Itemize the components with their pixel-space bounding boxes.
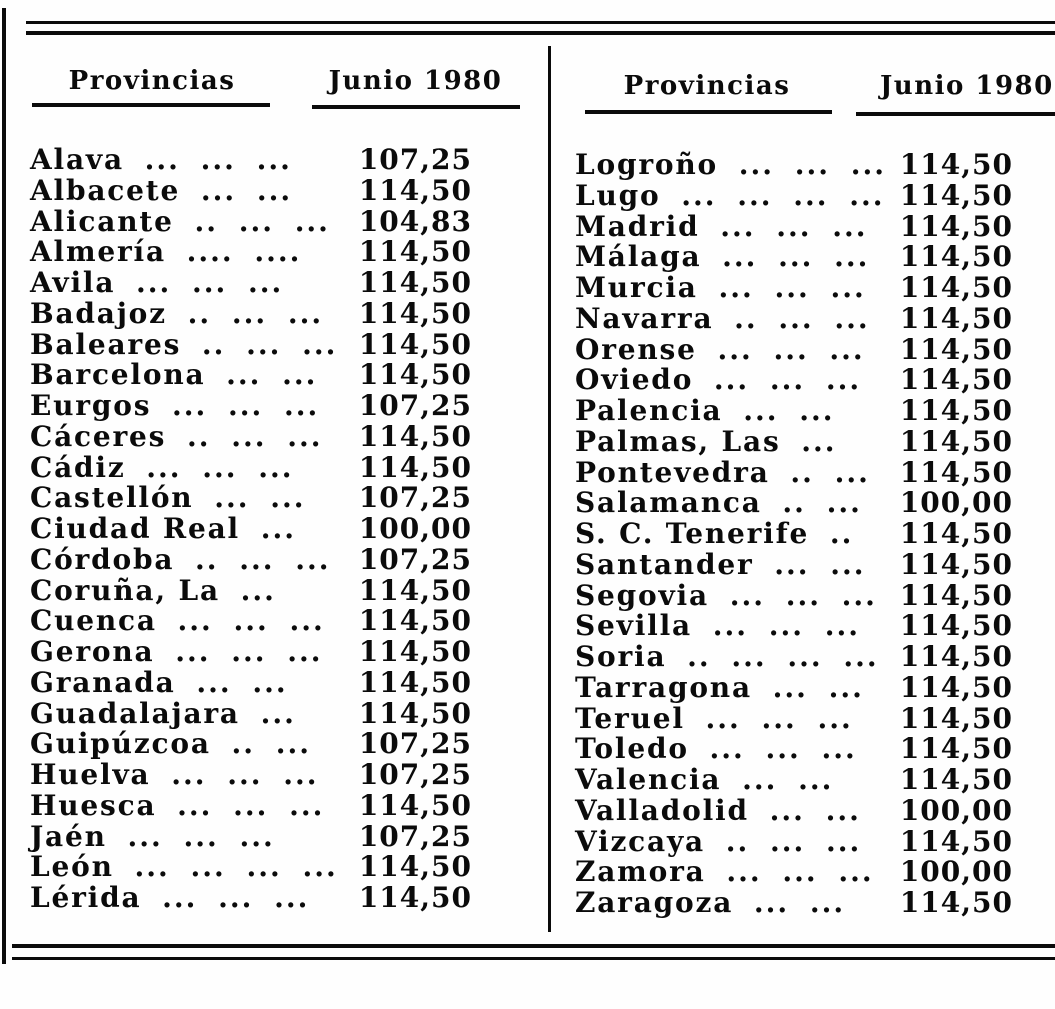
index-value: 114,50 bbox=[358, 327, 472, 361]
province-name: Palencia bbox=[575, 394, 723, 427]
index-value: 114,50 bbox=[899, 886, 1013, 919]
dot-leader: ... ... bbox=[205, 358, 318, 392]
dot-leader: ... ... bbox=[722, 394, 835, 427]
dot-leader: ... ... bbox=[751, 670, 864, 704]
province-name: Zamora bbox=[575, 855, 706, 889]
dot-leader: ... bbox=[240, 512, 296, 545]
province-name: Gerona bbox=[30, 635, 155, 668]
province-name: Jaén bbox=[30, 819, 107, 853]
dot-leader: .. ... ... bbox=[173, 204, 330, 238]
index-value: 114,50 bbox=[899, 424, 1013, 458]
left-provinces-underline bbox=[32, 103, 270, 107]
index-value: 114,50 bbox=[899, 824, 1013, 858]
index-value: 114,50 bbox=[899, 178, 1013, 212]
province-name: Vizcaya bbox=[575, 824, 705, 858]
table-row bbox=[575, 734, 1055, 765]
table-row bbox=[575, 857, 1055, 888]
index-value: 107,25 bbox=[358, 143, 472, 176]
table-row bbox=[575, 301, 1055, 335]
province-name: Valencia bbox=[575, 763, 722, 796]
dot-leader: ... ... bbox=[721, 763, 834, 796]
right-provinces-header: Provincias bbox=[623, 71, 791, 101]
right-junio-1980-header: Junio 1980 bbox=[880, 71, 1054, 101]
dot-leader: ... ... ... bbox=[154, 635, 323, 668]
index-value: 114,50 bbox=[899, 732, 1013, 766]
index-value: 114,50 bbox=[899, 240, 1013, 274]
dot-leader: ... ... ... bbox=[125, 450, 294, 484]
index-value: 114,50 bbox=[358, 850, 472, 884]
province-name: Lérida bbox=[30, 881, 142, 914]
province-name: Lugo bbox=[575, 178, 661, 212]
left-junio-underline bbox=[312, 105, 520, 109]
dot-leader: .. ... ... ... bbox=[666, 640, 879, 673]
index-value: 114,50 bbox=[899, 394, 1013, 427]
table-row bbox=[575, 150, 1055, 181]
dot-leader: ... ... ... bbox=[699, 209, 868, 243]
dot-leader: ... ... ... bbox=[691, 609, 860, 643]
table-row bbox=[30, 665, 522, 699]
province-name: Navarra bbox=[575, 301, 714, 335]
index-value: 114,50 bbox=[899, 332, 1013, 366]
dot-leader: ... ... ... bbox=[688, 732, 857, 766]
table-row bbox=[30, 760, 522, 791]
dot-leader: ... ... bbox=[180, 173, 293, 207]
index-value: 100,00 bbox=[899, 486, 1013, 520]
table-row bbox=[30, 788, 522, 822]
index-value: 114,50 bbox=[358, 696, 472, 730]
table-row bbox=[575, 547, 1055, 581]
index-value: 114,50 bbox=[358, 296, 472, 330]
right-junio-underline bbox=[856, 112, 1055, 116]
province-name: Badajoz bbox=[30, 296, 167, 330]
dot-leader: ... ... ... bbox=[693, 363, 862, 397]
bottom-rule-outer bbox=[12, 957, 1055, 960]
province-name: Orense bbox=[575, 332, 697, 366]
table-row bbox=[30, 204, 522, 238]
dot-leader: ... ... ... ... bbox=[660, 178, 885, 212]
table-row bbox=[575, 824, 1055, 858]
dot-leader: .. ... ... bbox=[713, 301, 870, 335]
province-name: Logroño bbox=[575, 148, 719, 181]
province-name: Huelva bbox=[30, 758, 151, 791]
dot-leader: .. ... bbox=[210, 727, 312, 761]
index-value: 114,50 bbox=[899, 271, 1013, 304]
table-row bbox=[575, 455, 1055, 489]
index-value: 114,50 bbox=[358, 235, 472, 269]
province-name: Toledo bbox=[575, 732, 689, 766]
dot-leader: ... ... ... bbox=[701, 240, 870, 274]
province-name: Huesca bbox=[30, 788, 157, 822]
index-value: 114,50 bbox=[358, 173, 472, 207]
table-row bbox=[575, 888, 1055, 919]
dot-leader: .. ... ... bbox=[181, 327, 338, 361]
index-value: 114,50 bbox=[899, 701, 1013, 735]
table-row bbox=[575, 209, 1055, 243]
dot-leader: ... bbox=[239, 696, 296, 730]
index-value: 114,50 bbox=[899, 670, 1013, 704]
dot-leader: ... ... ... bbox=[141, 881, 310, 914]
index-value: 100,00 bbox=[899, 793, 1013, 827]
index-value: 114,50 bbox=[358, 573, 472, 607]
table-row bbox=[30, 729, 522, 760]
table-row bbox=[30, 883, 522, 914]
table-row bbox=[575, 519, 1055, 550]
index-value: 107,25 bbox=[358, 542, 472, 576]
dot-leader: ... ... bbox=[748, 793, 861, 827]
bottom-rule-inner bbox=[12, 944, 1055, 948]
index-value: 104,83 bbox=[358, 204, 472, 238]
index-value: 114,50 bbox=[358, 419, 472, 453]
dot-leader: .. bbox=[809, 517, 854, 550]
table-row bbox=[30, 852, 522, 883]
province-name: Zaragoza bbox=[575, 886, 734, 919]
table-row bbox=[30, 819, 522, 853]
dot-leader: ... ... ... bbox=[156, 604, 325, 638]
table-row bbox=[30, 419, 522, 453]
dot-leader: .. ... ... bbox=[166, 419, 323, 453]
dot-leader: ... ... ... bbox=[718, 148, 886, 181]
left-table-rows bbox=[30, 145, 522, 914]
province-name: Málaga bbox=[575, 240, 702, 274]
province-name: Alava bbox=[30, 143, 124, 176]
table-row bbox=[575, 273, 1055, 304]
right-table-rows bbox=[575, 150, 1055, 919]
column-divider bbox=[548, 46, 551, 932]
dot-leader: ... ... bbox=[175, 665, 288, 699]
index-value: 114,50 bbox=[358, 665, 472, 699]
table-row bbox=[575, 642, 1055, 673]
dot-leader: ... ... bbox=[193, 481, 306, 515]
province-name: Baleares bbox=[30, 327, 182, 361]
index-value: 114,50 bbox=[899, 547, 1013, 581]
province-name: Palmas, Las bbox=[575, 424, 781, 458]
province-name: Cuenca bbox=[30, 604, 157, 638]
index-value: 114,50 bbox=[358, 266, 472, 299]
province-name: Granada bbox=[30, 665, 176, 699]
table-row bbox=[575, 488, 1055, 519]
index-value: 114,50 bbox=[358, 881, 472, 914]
province-name: Cáceres bbox=[30, 419, 167, 453]
table-row bbox=[575, 365, 1055, 396]
dot-leader: ... bbox=[219, 573, 276, 607]
table-row bbox=[30, 145, 522, 176]
table-row bbox=[30, 542, 522, 576]
index-value: 114,50 bbox=[899, 148, 1013, 181]
province-name: Teruel bbox=[575, 701, 685, 735]
index-value: 114,50 bbox=[358, 788, 472, 822]
table-row bbox=[575, 765, 1055, 796]
province-name: Tarragona bbox=[575, 670, 752, 704]
table-row bbox=[30, 696, 522, 730]
table-row bbox=[575, 332, 1055, 366]
table-row bbox=[30, 237, 522, 268]
table-row bbox=[30, 173, 522, 207]
table-row bbox=[30, 391, 522, 422]
table-row bbox=[30, 483, 522, 514]
province-name: Santander bbox=[575, 547, 754, 581]
index-value: 114,50 bbox=[899, 209, 1013, 243]
province-name: Alicante bbox=[30, 204, 174, 238]
table-row bbox=[30, 637, 522, 668]
left-page-border bbox=[2, 8, 6, 964]
dot-leader: .. ... ... bbox=[166, 296, 324, 330]
index-value: 114,50 bbox=[899, 301, 1013, 335]
dot-leader: .. ... ... bbox=[704, 824, 862, 858]
index-value: 107,25 bbox=[358, 389, 472, 422]
index-value: 114,50 bbox=[899, 609, 1013, 643]
province-name: Avila bbox=[30, 266, 116, 299]
dot-leader: ... ... bbox=[733, 886, 846, 919]
province-name: Córdoba bbox=[30, 542, 175, 576]
table-row bbox=[575, 670, 1055, 704]
index-value: 114,50 bbox=[899, 640, 1013, 673]
dot-leader: ... ... ... bbox=[123, 143, 292, 176]
table-row bbox=[575, 793, 1055, 827]
index-value: 114,50 bbox=[358, 358, 472, 392]
table-row bbox=[575, 396, 1055, 427]
table-row bbox=[30, 514, 522, 545]
table-row bbox=[575, 242, 1055, 273]
dot-leader: ... ... ... bbox=[708, 578, 877, 612]
index-value: 114,50 bbox=[358, 635, 472, 668]
table-row bbox=[575, 611, 1055, 642]
table-row bbox=[30, 268, 522, 299]
province-name: Castellón bbox=[30, 481, 194, 515]
province-name: Almería bbox=[30, 235, 166, 269]
dot-leader: .. ... ... bbox=[174, 542, 331, 576]
province-name: Albacete bbox=[30, 173, 181, 207]
dot-leader: ... ... ... bbox=[697, 271, 866, 304]
table-row bbox=[575, 578, 1055, 612]
index-value: 114,50 bbox=[899, 763, 1013, 796]
dot-leader: .... .... bbox=[165, 235, 302, 269]
dot-leader: ... bbox=[780, 424, 837, 458]
province-name: Soria bbox=[575, 640, 667, 673]
province-name: Barcelona bbox=[30, 358, 206, 392]
dot-leader: ... ... ... bbox=[156, 788, 325, 822]
table-row bbox=[30, 360, 522, 391]
index-value: 114,50 bbox=[899, 455, 1013, 489]
dot-leader: ... ... ... ... bbox=[113, 850, 338, 884]
dot-leader: ... ... ... bbox=[696, 332, 865, 366]
province-name: Madrid bbox=[575, 209, 700, 243]
left-provinces-header: Provincias bbox=[68, 66, 236, 96]
index-value: 107,25 bbox=[358, 481, 472, 515]
table-row bbox=[575, 701, 1055, 735]
index-value: 107,25 bbox=[358, 758, 472, 791]
province-name: Cádiz bbox=[30, 450, 126, 484]
province-name: León bbox=[30, 850, 114, 884]
province-name: Pontevedra bbox=[575, 455, 770, 489]
right-provinces-underline bbox=[585, 110, 832, 114]
province-name: Sevilla bbox=[575, 609, 692, 643]
dot-leader: ... ... ... bbox=[106, 819, 275, 853]
province-name: Salamanca bbox=[575, 486, 762, 520]
dot-leader: ... ... ... bbox=[684, 701, 853, 735]
index-value: 114,50 bbox=[358, 604, 472, 638]
index-value: 114,50 bbox=[358, 450, 472, 484]
table-row bbox=[30, 573, 522, 607]
province-name: Guadalajara bbox=[30, 696, 240, 730]
dot-leader: ... ... ... bbox=[150, 758, 319, 791]
index-value: 107,25 bbox=[358, 819, 472, 853]
top-rule-outer bbox=[26, 21, 1055, 24]
dot-leader: ... ... ... bbox=[151, 389, 320, 422]
index-value: 114,50 bbox=[899, 363, 1013, 397]
index-value: 114,50 bbox=[899, 517, 1013, 550]
index-value: 100,00 bbox=[358, 512, 472, 545]
province-name: Valladolid bbox=[575, 793, 749, 827]
table-row bbox=[30, 606, 522, 637]
table-row bbox=[30, 327, 522, 361]
dot-leader: ... ... ... bbox=[115, 266, 284, 299]
table-row bbox=[575, 178, 1055, 212]
province-name: Eurgos bbox=[30, 389, 152, 422]
province-name: Ciudad Real bbox=[30, 512, 240, 545]
province-name: S. C. Tenerife bbox=[575, 517, 810, 550]
table-row bbox=[30, 296, 522, 330]
table-row bbox=[30, 450, 522, 484]
province-name: Coruña, La bbox=[30, 573, 220, 607]
dot-leader: .. ... bbox=[761, 486, 862, 520]
dot-leader: .. ... bbox=[769, 455, 870, 489]
province-name: Segovia bbox=[575, 578, 709, 612]
table-row bbox=[575, 424, 1055, 458]
index-value: 107,25 bbox=[358, 727, 472, 761]
index-value: 114,50 bbox=[899, 578, 1013, 612]
top-rule-inner bbox=[26, 31, 1055, 35]
dot-leader: ... ... bbox=[753, 547, 866, 581]
dot-leader: ... ... ... bbox=[705, 855, 874, 889]
province-name: Murcia bbox=[575, 271, 698, 304]
province-name: Guipúzcoa bbox=[30, 727, 211, 761]
province-name: Oviedo bbox=[575, 363, 694, 397]
index-value: 100,00 bbox=[899, 855, 1013, 889]
left-junio-1980-header: Junio 1980 bbox=[328, 66, 503, 96]
